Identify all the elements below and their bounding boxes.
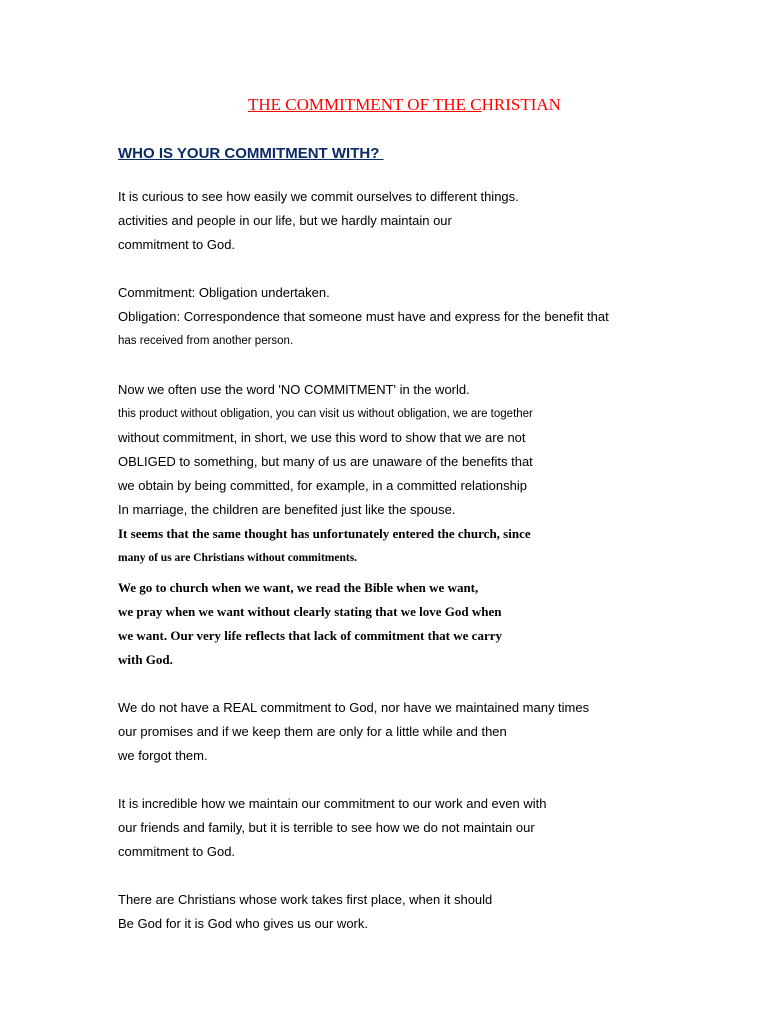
bold-paragraph-line: It seems that the same thought has unfortunately entered the church, since xyxy=(118,526,531,541)
paragraph-line: Be God for it is God who gives us our work. xyxy=(118,916,368,931)
document-title-rest-part: HRISTIAN xyxy=(481,95,561,114)
paragraph-line: Now we often use the word 'NO COMMITMENT' in the world. xyxy=(118,382,470,397)
paragraph-line: without commitment, in short, we use this word to show that we are not xyxy=(118,430,526,445)
paragraph-line: has received from another person. xyxy=(118,335,294,347)
paragraph-line: we obtain by being committed, for example, in a committed relationship xyxy=(118,478,527,493)
section-heading: WHO IS YOUR COMMITMENT WITH? xyxy=(118,145,384,162)
paragraph-line: OBLIGED to something, but many of us are unaware of the benefits that xyxy=(118,454,533,469)
paragraph-line: It is incredible how we maintain our commitment to our work and even with xyxy=(118,796,547,811)
paragraph-line: There are Christians whose work takes first place, when it should xyxy=(118,892,493,907)
bold-paragraph-line: We go to church when we want, we read the Bible when we want, xyxy=(118,580,479,595)
bold-paragraph-line: with God. xyxy=(118,652,173,667)
paragraph-line: In marriage, the children are benefited just like the spouse. xyxy=(118,502,456,517)
paragraph-line: Obligation: Correspondence that someone must have and express for the benefit that xyxy=(118,309,609,324)
paragraph-line: our promises and if we keep them are only for a little while and then xyxy=(118,724,507,739)
paragraph-line: It is curious to see how easily we commit ourselves to different things. xyxy=(118,189,519,204)
document-title-underlined-part: THE COMMITMENT OF THE C xyxy=(248,95,482,114)
bold-paragraph-line: we want. Our very life reflects that lack of commitment that we carry xyxy=(118,628,502,643)
document-title xyxy=(248,95,561,115)
paragraph-line: this product without obligation, you can visit us without obligation, we are together xyxy=(118,408,533,420)
bold-paragraph-line: many of us are Christians without commitments. xyxy=(118,552,358,564)
paragraph-line: commitment to God. xyxy=(118,237,236,252)
paragraph-line: We do not have a REAL commitment to God, nor have we maintained many times xyxy=(118,700,590,715)
paragraph-line: our friends and family, but it is terrible to see how we do not maintain our xyxy=(118,820,535,835)
paragraph-line: commitment to God. xyxy=(118,844,236,859)
paragraph-line: activities and people in our life, but we hardly maintain our xyxy=(118,213,452,228)
paragraph-line: we forgot them. xyxy=(118,748,208,763)
paragraph-line: Commitment: Obligation undertaken. xyxy=(118,285,330,300)
bold-paragraph-line: we pray when we want without clearly stating that we love God when xyxy=(118,604,502,619)
